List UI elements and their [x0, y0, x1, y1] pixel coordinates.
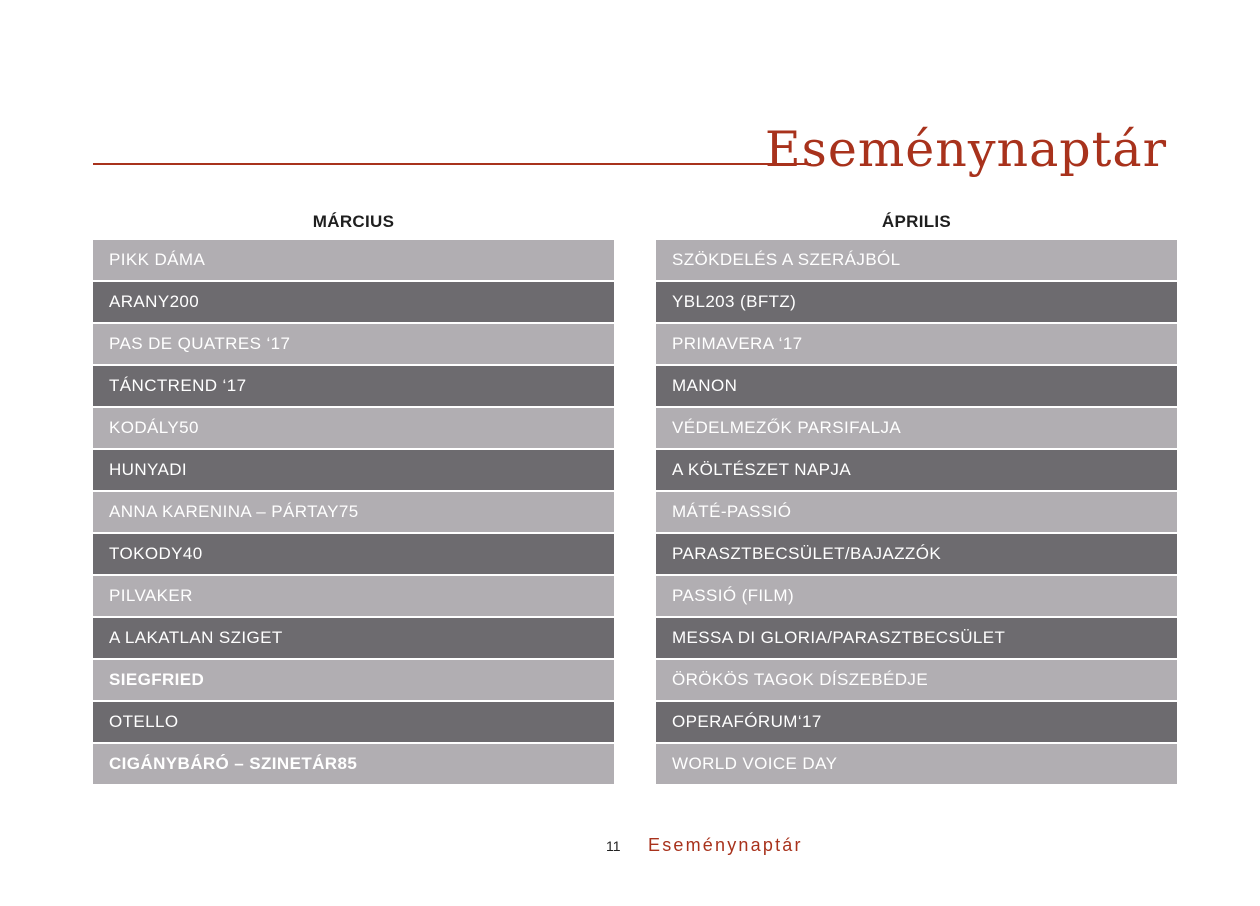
event-row: ARANY200	[93, 282, 614, 322]
event-row: PIKK DÁMA	[93, 240, 614, 280]
event-row: PAS DE QUATRES ‘17	[93, 324, 614, 364]
event-row: PASSIÓ (FILM)	[656, 576, 1177, 616]
event-row: OPERAFÓRUM‘17	[656, 702, 1177, 742]
event-row: MESSA DI GLORIA/PARASZTBECSÜLET	[656, 618, 1177, 658]
event-row: CIGÁNYBÁRÓ – SZINETÁR85	[93, 744, 614, 784]
month-heading: MÁRCIUS	[312, 212, 395, 231]
event-row: ANNA KARENINA – PÁRTAY75	[93, 492, 614, 532]
event-list	[656, 240, 1177, 784]
event-row: HUNYADI	[93, 450, 614, 490]
event-row: YBL203 (BFTZ)	[656, 282, 1177, 322]
month-heading: ÁPRILIS	[881, 212, 952, 231]
header-rule	[93, 163, 811, 165]
event-row: PRIMAVERA ‘17	[656, 324, 1177, 364]
event-list	[93, 240, 614, 784]
event-row: SZÖKDELÉS A SZERÁJBÓL	[656, 240, 1177, 280]
event-row: MÁTÉ-PASSIÓ	[656, 492, 1177, 532]
event-row: MANON	[656, 366, 1177, 406]
event-row: VÉDELMEZŐK PARSIFALJA	[656, 408, 1177, 448]
event-row: TÁNCTREND ‘17	[93, 366, 614, 406]
month-column-marcius	[93, 208, 614, 786]
event-row: SIEGFRIED	[93, 660, 614, 700]
event-row: WORLD VOICE DAY	[656, 744, 1177, 784]
event-row: PILVAKER	[93, 576, 614, 616]
footer-page-number: 11	[606, 838, 621, 854]
event-row: ÖRÖKÖS TAGOK DÍSZEBÉDJE	[656, 660, 1177, 700]
event-row: A LAKATLAN SZIGET	[93, 618, 614, 658]
event-row: PARASZTBECSÜLET/BAJAZZÓK	[656, 534, 1177, 574]
event-row: A KÖLTÉSZET NAPJA	[656, 450, 1177, 490]
footer-title: Eseménynaptár	[648, 835, 803, 855]
event-row: KODÁLY50	[93, 408, 614, 448]
event-row: OTELLO	[93, 702, 614, 742]
page-title: Eseménynaptár	[764, 121, 1167, 178]
event-row: TOKODY40	[93, 534, 614, 574]
month-column-aprilis	[656, 208, 1177, 786]
